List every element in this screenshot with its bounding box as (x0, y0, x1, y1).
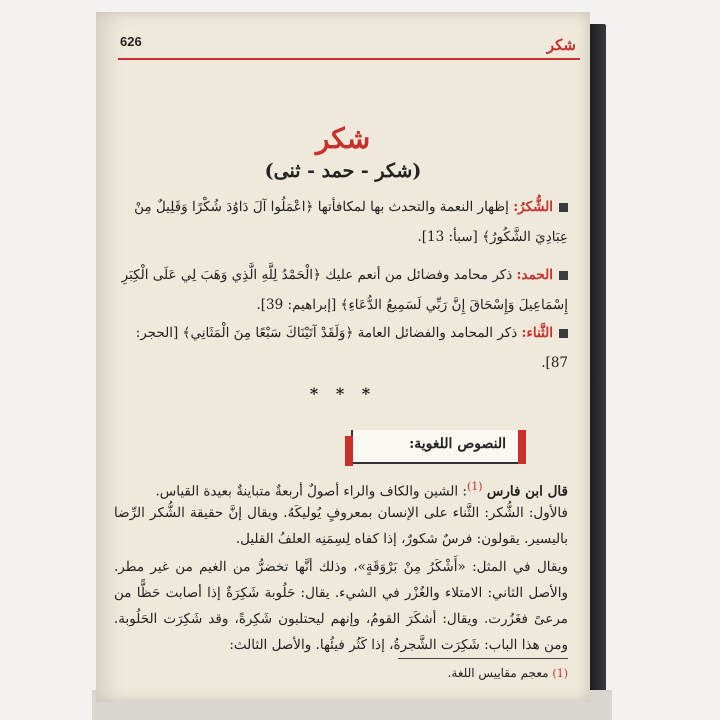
verse-reference: [سبأ: 13]. (417, 229, 478, 245)
paragraph-second-root: ويقال في المثل: «أَشْكَرُ مِنْ بَرْوَقَةٍ»، وذلك أنَّها تخضرُّ من الغيم من غير مطر. والأصل الثاني: الامتلاء والغُزْر في الشيء. يقال: حَلُوبة شَكِرَةٌ إذا أصابت حَظًّا من مرعىً فغَزُرت. ويقال: أشكَرَ القومُ، وإنهم ليحتلبون شَكِرةً، وقد شَكِرَت الحَلُوبة. ومن هذا الباب: شَكِرَت الشَّجرةُ، إذا كَثُر فيئُها. والأصل الثالث: (114, 559, 568, 653)
heading-accent-bar (518, 430, 526, 464)
bullet-square-icon (559, 271, 568, 280)
quote-source: قال ابن فارس (486, 483, 568, 500)
definition-text: إظهار النعمة والتحدث بها لمكافأتها (317, 199, 509, 215)
paragraph-text: : الشين والكاف والراء أصولٌ أربعةٌ متباينةٌ بعيدة القياس. (155, 483, 467, 500)
bullet-square-icon (559, 203, 568, 212)
bullet-square-icon (559, 329, 568, 338)
page-subtitle: (شكر - حمد - ثنى) (264, 160, 422, 182)
section-heading-box (351, 430, 518, 464)
section-separator: * * * (309, 384, 377, 403)
running-header-word: شكر (546, 36, 576, 54)
verse-reference: [إبراهيم: 39]. (256, 297, 337, 313)
definition-term: الشُّكرُ: (513, 199, 553, 215)
quran-verse: ﴿وَلَقَدْ آتَيْنَاكَ سَبْعًا مِنَ الْمَثَانِي﴾ (182, 325, 354, 341)
definition-text: ذكر المحامد والفضائل العامة (357, 325, 518, 341)
quran-verse: ﴿اعْمَلُوا آلَ دَاوُدَ شُكْرًا وَقَلِيلٌ مِنْ عِبَادِيَ الشَّكُورُ﴾ (134, 199, 568, 245)
footnote-reference: (1) (466, 480, 483, 493)
definition-thana (116, 318, 568, 378)
definition-hamd (116, 260, 568, 320)
footnote-rule (398, 658, 568, 659)
definition-term: الحمد: (516, 267, 553, 283)
definition-shukr (116, 192, 568, 252)
definition-text: ذكر محامد وفضائل من أنعم عليك (325, 267, 513, 283)
page-number: 626 (120, 34, 142, 49)
heading-accent-shadow (345, 436, 353, 466)
definition-term: الثَّناء: (521, 325, 553, 341)
quran-verse: ﴿الْحَمْدُ لِلَّهِ الَّذِي وَهَبَ لِي عَلَى الْكِبَرِ إِسْمَاعِيلَ وَإِسْحَاقَ إِنَّ رَبِّي لَسَمِيعُ الدُّعَاءِ﴾ (121, 267, 568, 313)
paragraph-first-root: فالأول: الشُّكر: الثَّناء على الإنسان بمعروفٍ يُوليكَهُ. ويقال إنَّ حقيقة الشُّكر الرِّضا باليسير. يقولون: فرسٌ شكورٌ، إذا كفاه لِسِمَنِه العلفُ القليل. (114, 505, 568, 547)
page-title: شكر (315, 122, 371, 155)
header-rule (118, 58, 580, 60)
footnote-text: معجم مقاييس اللغة. (447, 666, 549, 680)
book-page (96, 12, 590, 702)
footnote-number: (1) (552, 667, 568, 680)
footnote (448, 666, 568, 680)
verse-reference: [الحجر: 87]. (135, 325, 568, 371)
section-heading: النصوص اللغوية: (409, 436, 506, 452)
